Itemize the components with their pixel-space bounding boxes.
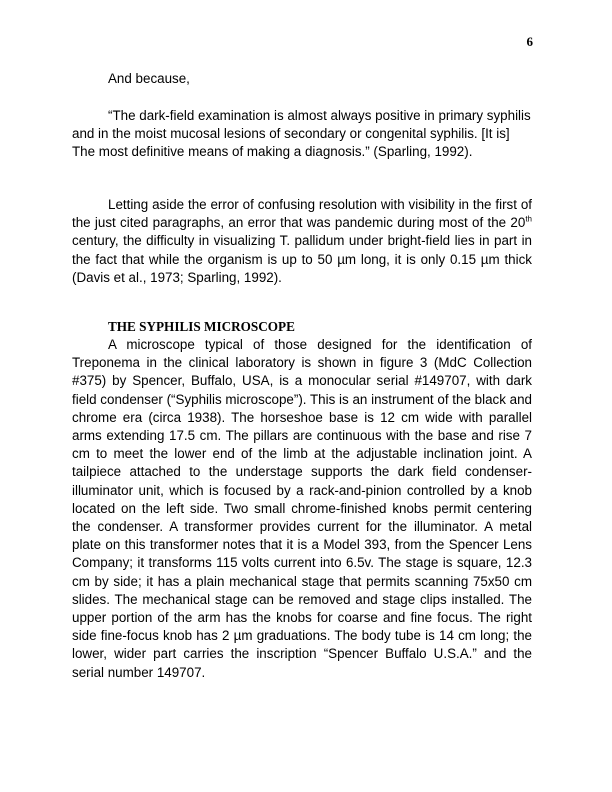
section-heading: THE SYPHILIS MICROSCOPE: [108, 319, 295, 334]
page-number: 6: [526, 34, 533, 49]
paragraph-text-part: Letting aside the error of confusing resolution with visibility in the first of the just cited paragraphs, an error that was pandemic during most of the 20: [72, 197, 532, 231]
paragraph-text-part: century, the difficulty in visualizing T. pallidum under bright-field lies in part in the fact that while the organism is up to 50 µm long, it is only 0.15 µm thick (Davis et al., 1973; Sparling, 1992).: [72, 233, 532, 285]
intro-paragraph: [72, 70, 532, 88]
body-paragraph-1: [72, 196, 532, 287]
quote-text: “The dark-field examination is almost always positive in primary syphilis and in the moist mucosal lesions of secondary or congenital syphilis. [It is] The most definitive means of making a diagnosis.” (Sparling, 1992).: [72, 108, 531, 160]
paragraph-text: [72, 196, 532, 287]
intro-line: And because,: [108, 71, 190, 86]
superscript: th: [525, 214, 532, 224]
section: [72, 318, 532, 682]
quote-paragraph: [72, 107, 532, 162]
section-body-paragraph: A microscope typical of those designed for the identification of Treponema in the clinical laboratory is shown in figure 3 (MdC Collection #375) by Spencer, Buffalo, USA, is a monocular serial #149707, with dark field condenser (“Syphilis microscope”). This is an instrument of the black and chrome era (circa 1938). The horseshoe base is 12 cm wide with parallel arms extending 17.5 cm. The pillars are continuous with the base and rise 7 cm to meet the lower end of the limb at the adjustable inclination joint. A tailpiece attached to the understage supports the dark field condenser-illuminator unit, which is focused by a rack-and-pinion controlled by a knob located on the left side. Two small chrome-finished knobs permit centering the condenser. A transformer provides current for the illuminator. A metal plate on this transformer notes that it is a Model 393, from the Spencer Lens Company; it transforms 115 volts current into 6.5v. The stage is square, 12.3 cm by side; it has a plain mechanical stage that permits scanning 75x50 cm slides. The mechanical stage can be removed and stage clips installed. The upper portion of the arm has the knobs for coarse and fine focus. The right side fine-focus knob has 2 µm graduations. The body tube is 14 cm long; the lower, wider part carries the inscription “Spencer Buffalo U.S.A.” and the serial number 149707.: [72, 337, 532, 680]
